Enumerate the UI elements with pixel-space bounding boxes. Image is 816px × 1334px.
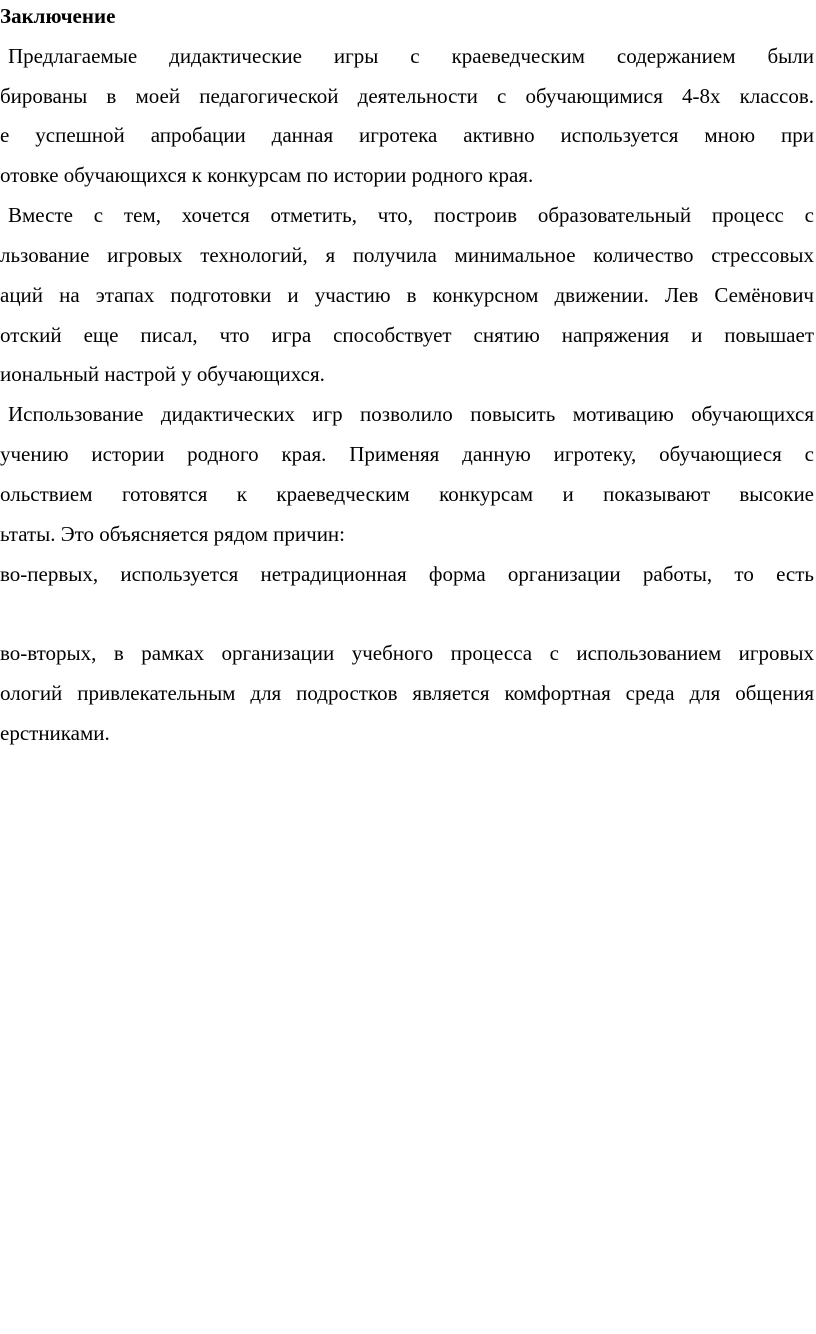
paragraph-line: учению истории родного края. Применяя данную игротеку, обучающиеся с [0,442,814,466]
paragraph-line: Предлагаемые дидактические игры с краеведческим содержанием были [8,44,814,68]
paragraph-line: ологий привлекательным для подростков является комфортная среда для общения [0,681,814,705]
paragraph-line: во-вторых, в рамках организации учебного процесса с использованием игровых [0,641,814,665]
paragraph-line: ольствием готовятся к краеведческим конкурсам и показывают высокие [0,482,814,506]
paragraph-line: во-первых, используется нетрадиционная форма организации работы, то есть [0,562,814,586]
page-title: Заключение [0,4,116,28]
paragraph-line: иональный настрой у обучающихся. [0,362,325,386]
paragraph-line: е успешной апробации данная игротека активно используется мною при [0,123,814,147]
paragraph-line: аций на этапах подготовки и участию в конкурсном движении. Лев Семёнович [0,283,814,307]
paragraph-line: Использование дидактических игр позволило повысить мотивацию обучающихся [8,402,814,426]
paragraph-line: ерстниками. [0,721,110,745]
paragraph-line: отский еще писал, что игра способствует снятию напряжения и повышает [0,323,814,347]
paragraph-line: льзование игровых технологий, я получила минимальное количество стрессовых [0,243,814,267]
paragraph-line: Вместе с тем, хочется отметить, что, построив образовательный процесс с [8,203,814,227]
paragraph-line: ьтаты. Это объясняется рядом причин: [0,522,346,546]
paragraph-line: бированы в моей педагогической деятельности с обучающимися 4-8х классов. [0,84,814,108]
paragraph-line: отовке обучающихся к конкурсам по истории родного края. [0,163,534,187]
